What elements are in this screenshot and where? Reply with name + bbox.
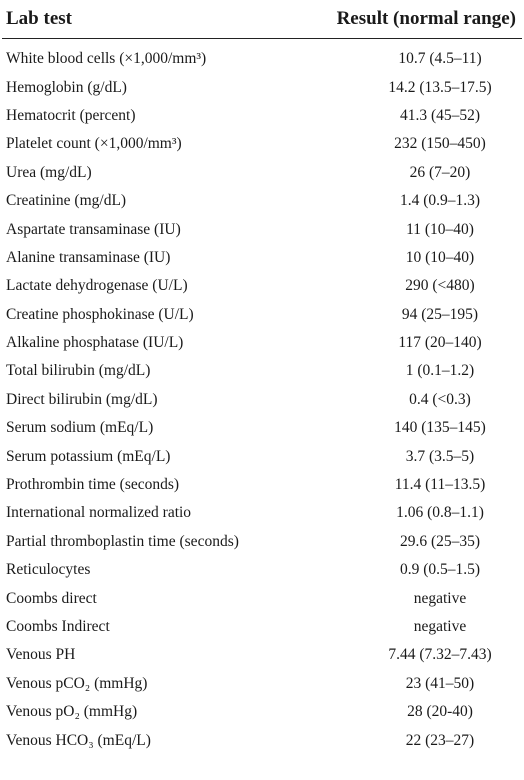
lab-test-name: Venous HCO₃ (mEq/L): [6, 731, 151, 749]
lab-test-name: Hematocrit (percent): [6, 106, 136, 124]
table-row: [2, 726, 522, 754]
table-row: [2, 357, 522, 385]
lab-test-name: Total bilirubin (mg/dL): [6, 362, 151, 380]
lab-test-result: 140 (135–145): [394, 419, 486, 437]
lab-test-result: 28 (20-40): [407, 703, 473, 721]
table-row: [2, 528, 522, 556]
lab-test-name: Aspartate transaminase (IU): [6, 220, 181, 238]
table-row: [2, 73, 522, 101]
lab-test-name: Direct bilirubin (mg/dL): [6, 390, 158, 408]
lab-test-result: 3.7 (3.5–5): [405, 447, 475, 465]
lab-test-result: 41.3 (45–52): [399, 106, 481, 124]
lab-test-name: Venous pCO₂ (mmHg): [6, 674, 148, 692]
lab-test-result: 232 (150–450): [394, 135, 486, 153]
table-row: [2, 329, 522, 357]
lab-test-result: 23 (41–50): [405, 674, 475, 692]
header-lab-test: Lab test: [2, 0, 322, 39]
header-row: [2, 0, 522, 39]
lab-test-result: 10.7 (4.5–11): [398, 50, 482, 68]
lab-test-result: 1 (0.1–1.2): [405, 362, 475, 380]
lab-test-result: 0.9 (0.5–1.5): [399, 561, 481, 579]
lab-test-result: 26 (7–20): [409, 163, 471, 181]
table-row: [2, 301, 522, 329]
lab-test-result: negative: [413, 618, 467, 635]
lab-test-name: Serum sodium (mEq/L): [6, 419, 154, 437]
lab-test-name: Lactate dehydrogenase (U/L): [6, 277, 188, 295]
lab-test-name: Coombs Indirect: [6, 618, 110, 635]
lab-test-name: White blood cells (×1,000/mm³): [6, 50, 207, 68]
table-row: [2, 187, 522, 215]
lab-test-result: 22 (23–27): [405, 731, 475, 749]
table-row: [2, 613, 522, 641]
lab-test-result: 29.6 (25–35): [399, 532, 481, 550]
lab-test-result: 290 (<480): [405, 277, 475, 295]
lab-results-table: [2, 0, 522, 755]
lab-test-result: 11 (10–40): [406, 220, 474, 238]
lab-test-name: Partial thromboplastin time (seconds): [6, 532, 239, 550]
table-row: [2, 272, 522, 300]
table-row: [2, 244, 522, 272]
table-row: [2, 584, 522, 612]
table-row: [2, 102, 522, 130]
table-row: [2, 556, 522, 584]
lab-test-name: Hemoglobin (g/dL): [6, 78, 127, 96]
table-row: [2, 215, 522, 243]
lab-test-name: Urea (mg/dL): [6, 163, 92, 181]
lab-test-name: Prothrombin time (seconds): [6, 476, 180, 494]
lab-test-name: Serum potassium (mEq/L): [6, 447, 171, 465]
table-body: [2, 39, 522, 755]
lab-test-result: negative: [413, 589, 467, 607]
lab-test-result: 11.4 (11–13.5): [394, 476, 486, 494]
lab-test-name: Creatinine (mg/dL): [6, 192, 127, 210]
lab-test-name: Platelet count (×1,000/mm³): [6, 135, 182, 153]
lab-test-result: 1.06 (0.8–1.1): [396, 504, 484, 522]
lab-test-result: 0.4 (<0.3): [409, 390, 471, 408]
table-row: [2, 442, 522, 470]
lab-test-result: 1.4 (0.9–1.3): [399, 192, 481, 210]
lab-test-name: Coombs direct: [6, 589, 97, 607]
table-row: [2, 159, 522, 187]
table-row: [2, 670, 522, 698]
lab-test-name: Alanine transaminase (IU): [6, 248, 171, 266]
table-row: [2, 414, 522, 442]
table-header: [2, 0, 522, 39]
table-row: [2, 499, 522, 527]
lab-test-name: International normalized ratio: [6, 504, 192, 522]
lab-test-result: 14.2 (13.5–17.5): [388, 78, 492, 96]
lab-test-name: Venous pO₂ (mmHg): [6, 703, 138, 721]
lab-test-name: Creatine phosphokinase (U/L): [6, 305, 194, 323]
header-result: Result (normal range): [322, 0, 522, 39]
lab-test-result: 10 (10–40): [405, 248, 475, 266]
table-row: [2, 130, 522, 158]
table-row: [2, 39, 522, 74]
table-row: [2, 471, 522, 499]
lab-test-result: 94 (25–195): [401, 305, 479, 323]
table-row: [2, 641, 522, 669]
table-row: [2, 698, 522, 726]
lab-test-name: Venous PH: [6, 646, 76, 664]
lab-test-name: Reticulocytes: [6, 561, 91, 579]
lab-test-name: Alkaline phosphatase (IU/L): [6, 334, 184, 352]
lab-test-result: 7.44 (7.32–7.43): [388, 646, 492, 664]
table-row: [2, 386, 522, 414]
lab-test-result: 117 (20–140): [398, 334, 482, 352]
